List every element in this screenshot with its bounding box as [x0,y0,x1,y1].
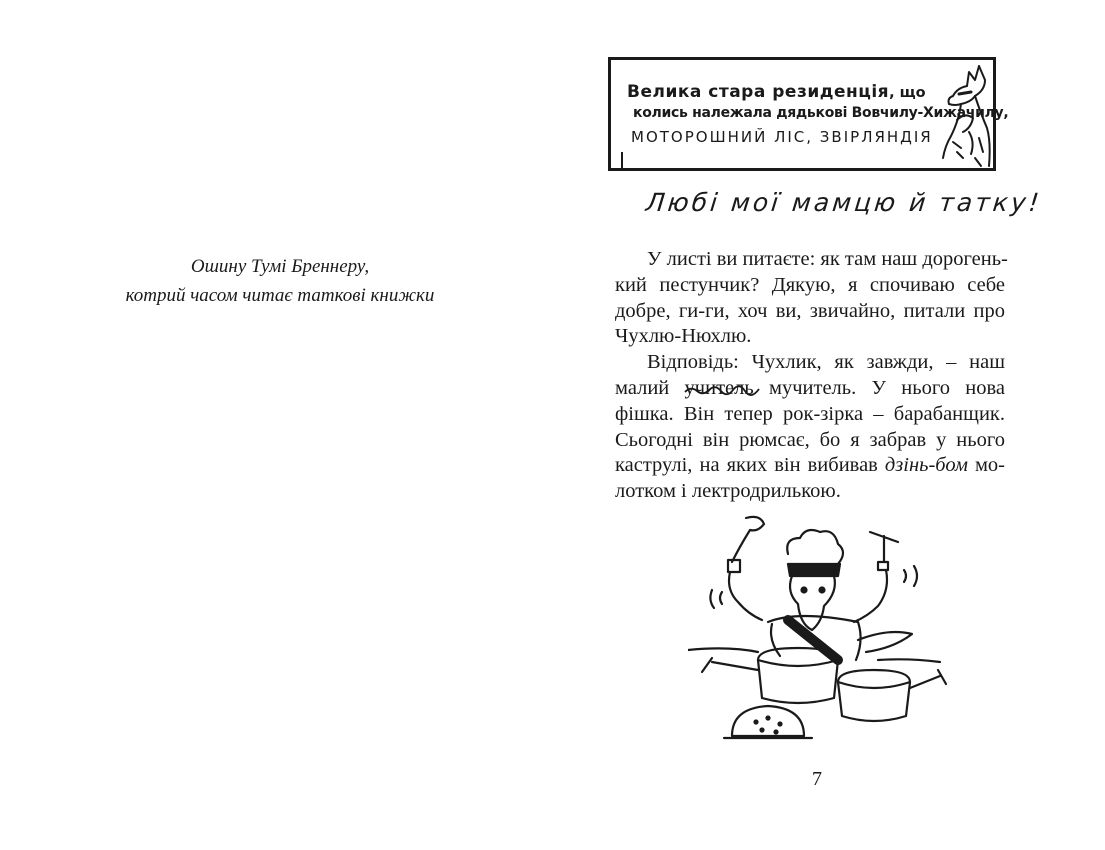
right-page [552,0,1105,850]
strike-scribble-icon [683,381,761,399]
struck-word [685,377,754,399]
dedication-line: котрий часом читає таткові книжки [125,285,435,306]
text-line: фішка. Він тепер рок-зірка – барабанщик. [615,402,1005,425]
address-line-1-rest: , що [889,85,926,101]
dedication [100,252,460,310]
italic-sound: дзінь-бом [884,454,968,477]
address-line-1 [627,82,926,102]
text-line: Відповідь: Чухлик, як завжди, – наш [647,351,1005,374]
page-number: 7 [812,768,822,790]
address-residence: Велика стара резиденція [627,82,890,102]
text-line: лотком і лектродрилькою. [615,480,841,503]
text-line: кий пестунчик? Дякую, я спочиваю себе [615,273,1005,296]
address-line-3: МОТОРОШНИЙ ЛІС, ЗВІРЛЯНДІЯ [631,128,933,146]
text-segment: малий [615,376,685,399]
address-line-2: колись належала дядькові Вовчилу-Хижачилу, [633,105,1009,121]
letter-body [615,247,1008,505]
text-segment: мучитель. У нього нова [753,376,1005,399]
frame-decoration-icon [608,150,996,172]
text-line: добре, ги-ги, хоч ви, звичайно, питали про [615,299,1005,322]
text-segment: мо- [967,454,1005,477]
text-line [615,376,1005,402]
text-segment: каструлі, на яких він вибивав [615,454,885,477]
chef-drummer-illustration-icon [688,510,948,760]
letter-greeting: Любі мої мамцю й татку! [644,188,1044,217]
dedication-line: Ошину Тумі Бреннеру, [190,256,370,277]
text-line: Сьогодні він рюмсає, бо я забрав у нього [615,428,1005,451]
text-line [615,453,1005,479]
text-line: У листі ви питаєте: як там наш дорогень- [647,248,1008,270]
text-line: Чухлю-Нюхлю. [615,325,752,348]
struck-word-text: учитель [684,376,754,399]
left-page [0,0,552,850]
